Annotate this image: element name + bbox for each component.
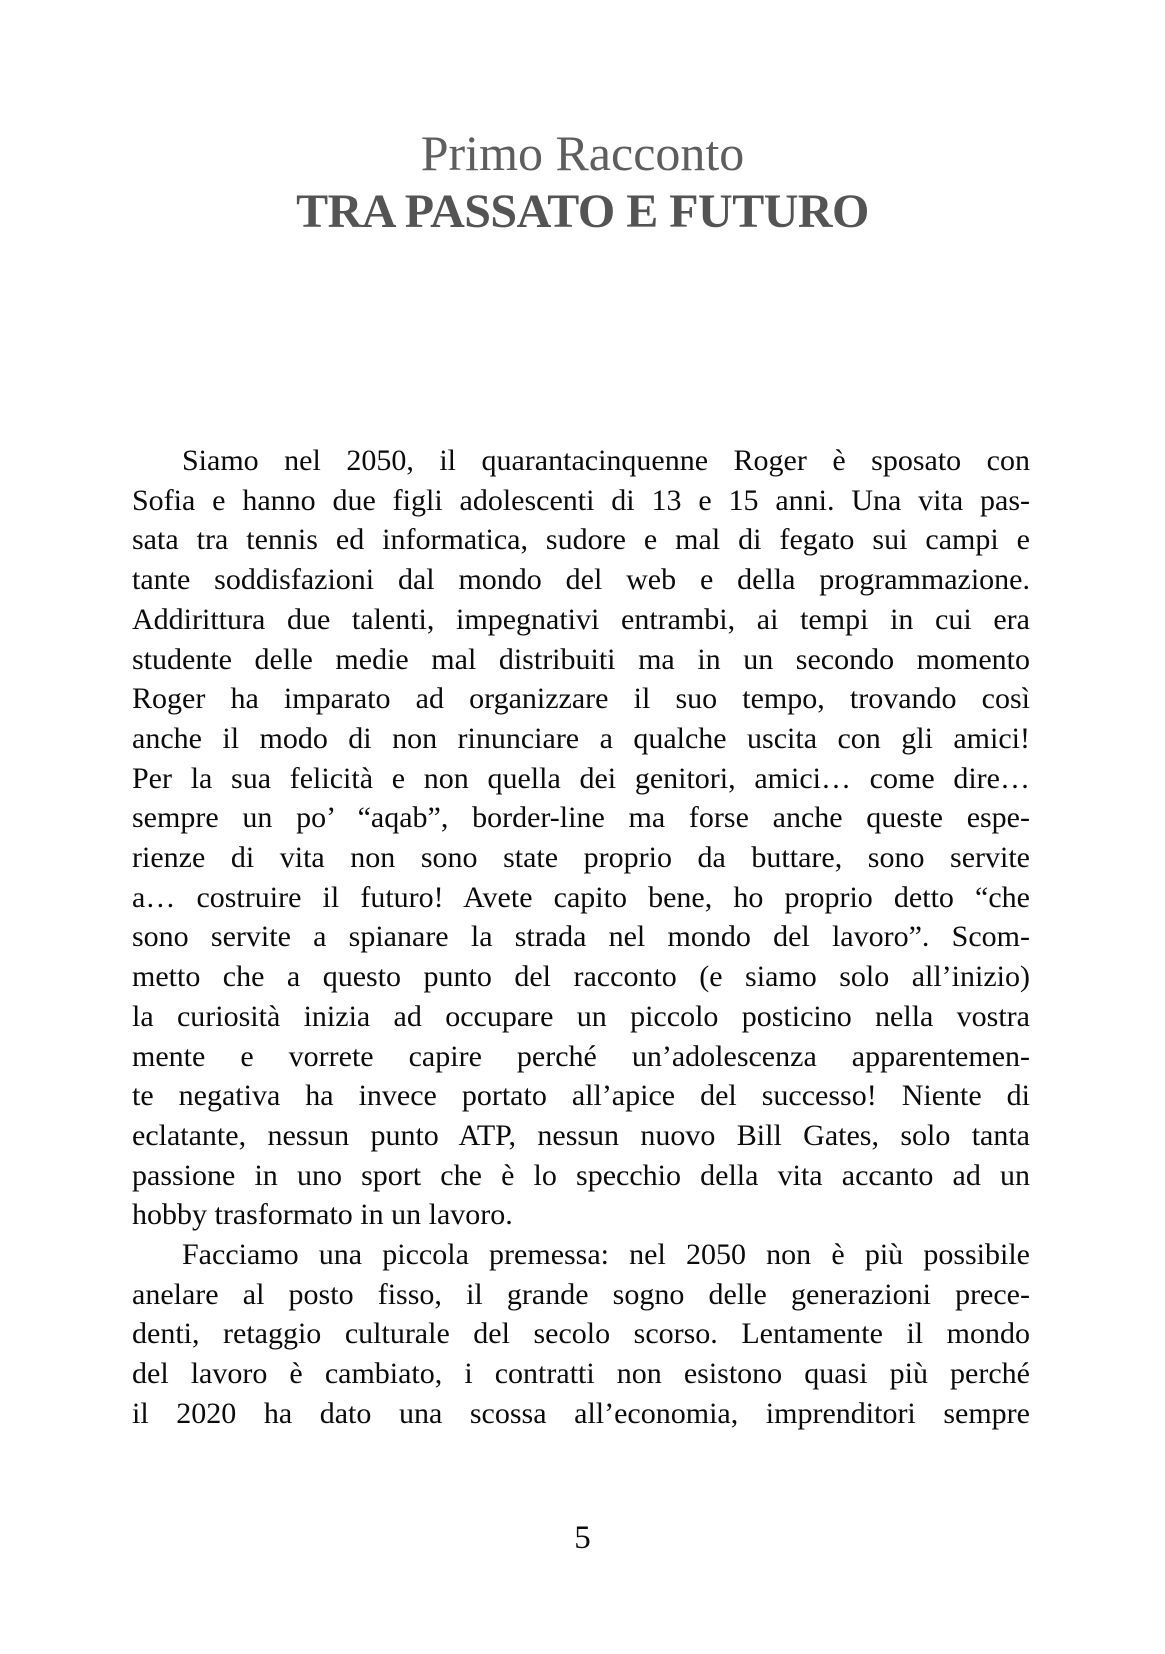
text-line: studente delle medie mal distribuiti ma in un secondo momento	[132, 642, 1030, 676]
text-line: tante soddisfazioni dal mondo del web e della programmazione.	[132, 563, 1030, 597]
text-line: te negativa ha invece portato all’apice del successo! Niente di	[132, 1079, 1030, 1113]
text-line: metto che a questo punto del racconto (e siamo solo all’inizio)	[132, 960, 1030, 994]
text-line: la curiosità inizia ad occupare un piccolo posticino nella vostra	[132, 999, 1030, 1033]
text-line: rienze di vita non sono state proprio da buttare, sono servite	[132, 841, 1030, 875]
text-line: eclatante, nessun punto ATP, nessun nuovo Bill Gates, solo tanta	[132, 1118, 1030, 1152]
text-line: sempre un po’ “aqab”, border-line ma forse anche queste espe-	[132, 801, 1030, 835]
text-line: il 2020 ha dato una scossa all’economia, imprenditori sempre	[132, 1396, 1030, 1430]
paragraph	[132, 441, 1030, 1235]
text-line: mente e vorrete capire perché un’adolescenza apparentemen-	[132, 1039, 1030, 1073]
text-line: hobby trasformato in un lavoro.	[132, 1198, 513, 1232]
paragraph	[132, 1235, 1030, 1434]
chapter-title: TRA PASSATO E FUTURO	[296, 185, 869, 238]
text-line: anelare al posto fisso, il grande sogno delle generazioni prece-	[132, 1277, 1030, 1311]
chapter-kicker: Primo Racconto	[420, 125, 745, 181]
text-line: a… costruire il futuro! Avete capito bene, ho proprio detto “che	[132, 880, 1030, 914]
body-text	[132, 441, 1030, 1434]
text-line: Sofia e hanno due figli adolescenti di 13 e 15 anni. Una vita pas-	[132, 483, 1030, 517]
text-line: Roger ha imparato ad organizzare il suo tempo, trovando così	[132, 682, 1030, 716]
text-line: del lavoro è cambiato, i contratti non esistono quasi più perché	[132, 1357, 1030, 1391]
text-line: sata tra tennis ed informatica, sudore e mal di fegato sui campi e	[132, 523, 1030, 557]
text-line: Siamo nel 2050, il quarantacinquenne Roger è sposato con	[182, 444, 1030, 477]
text-line: denti, retaggio culturale del secolo scorso. Lentamente il mondo	[132, 1317, 1030, 1351]
text-line: sono servite a spianare la strada nel mondo del lavoro”. Scom-	[132, 920, 1030, 954]
text-line: Addirittura due talenti, impegnativi entrambi, ai tempi in cui era	[132, 602, 1030, 636]
text-line: anche il modo di non rinunciare a qualche uscita con gli amici!	[132, 721, 1030, 755]
page-number: 5	[574, 1520, 591, 1556]
text-line: passione in uno sport che è lo specchio della vita accanto ad un	[132, 1158, 1030, 1192]
text-line: Per la sua felicità e non quella dei genitori, amici… come dire…	[132, 761, 1030, 795]
text-line: Facciamo una piccola premessa: nel 2050 non è più possibile	[182, 1238, 1030, 1272]
